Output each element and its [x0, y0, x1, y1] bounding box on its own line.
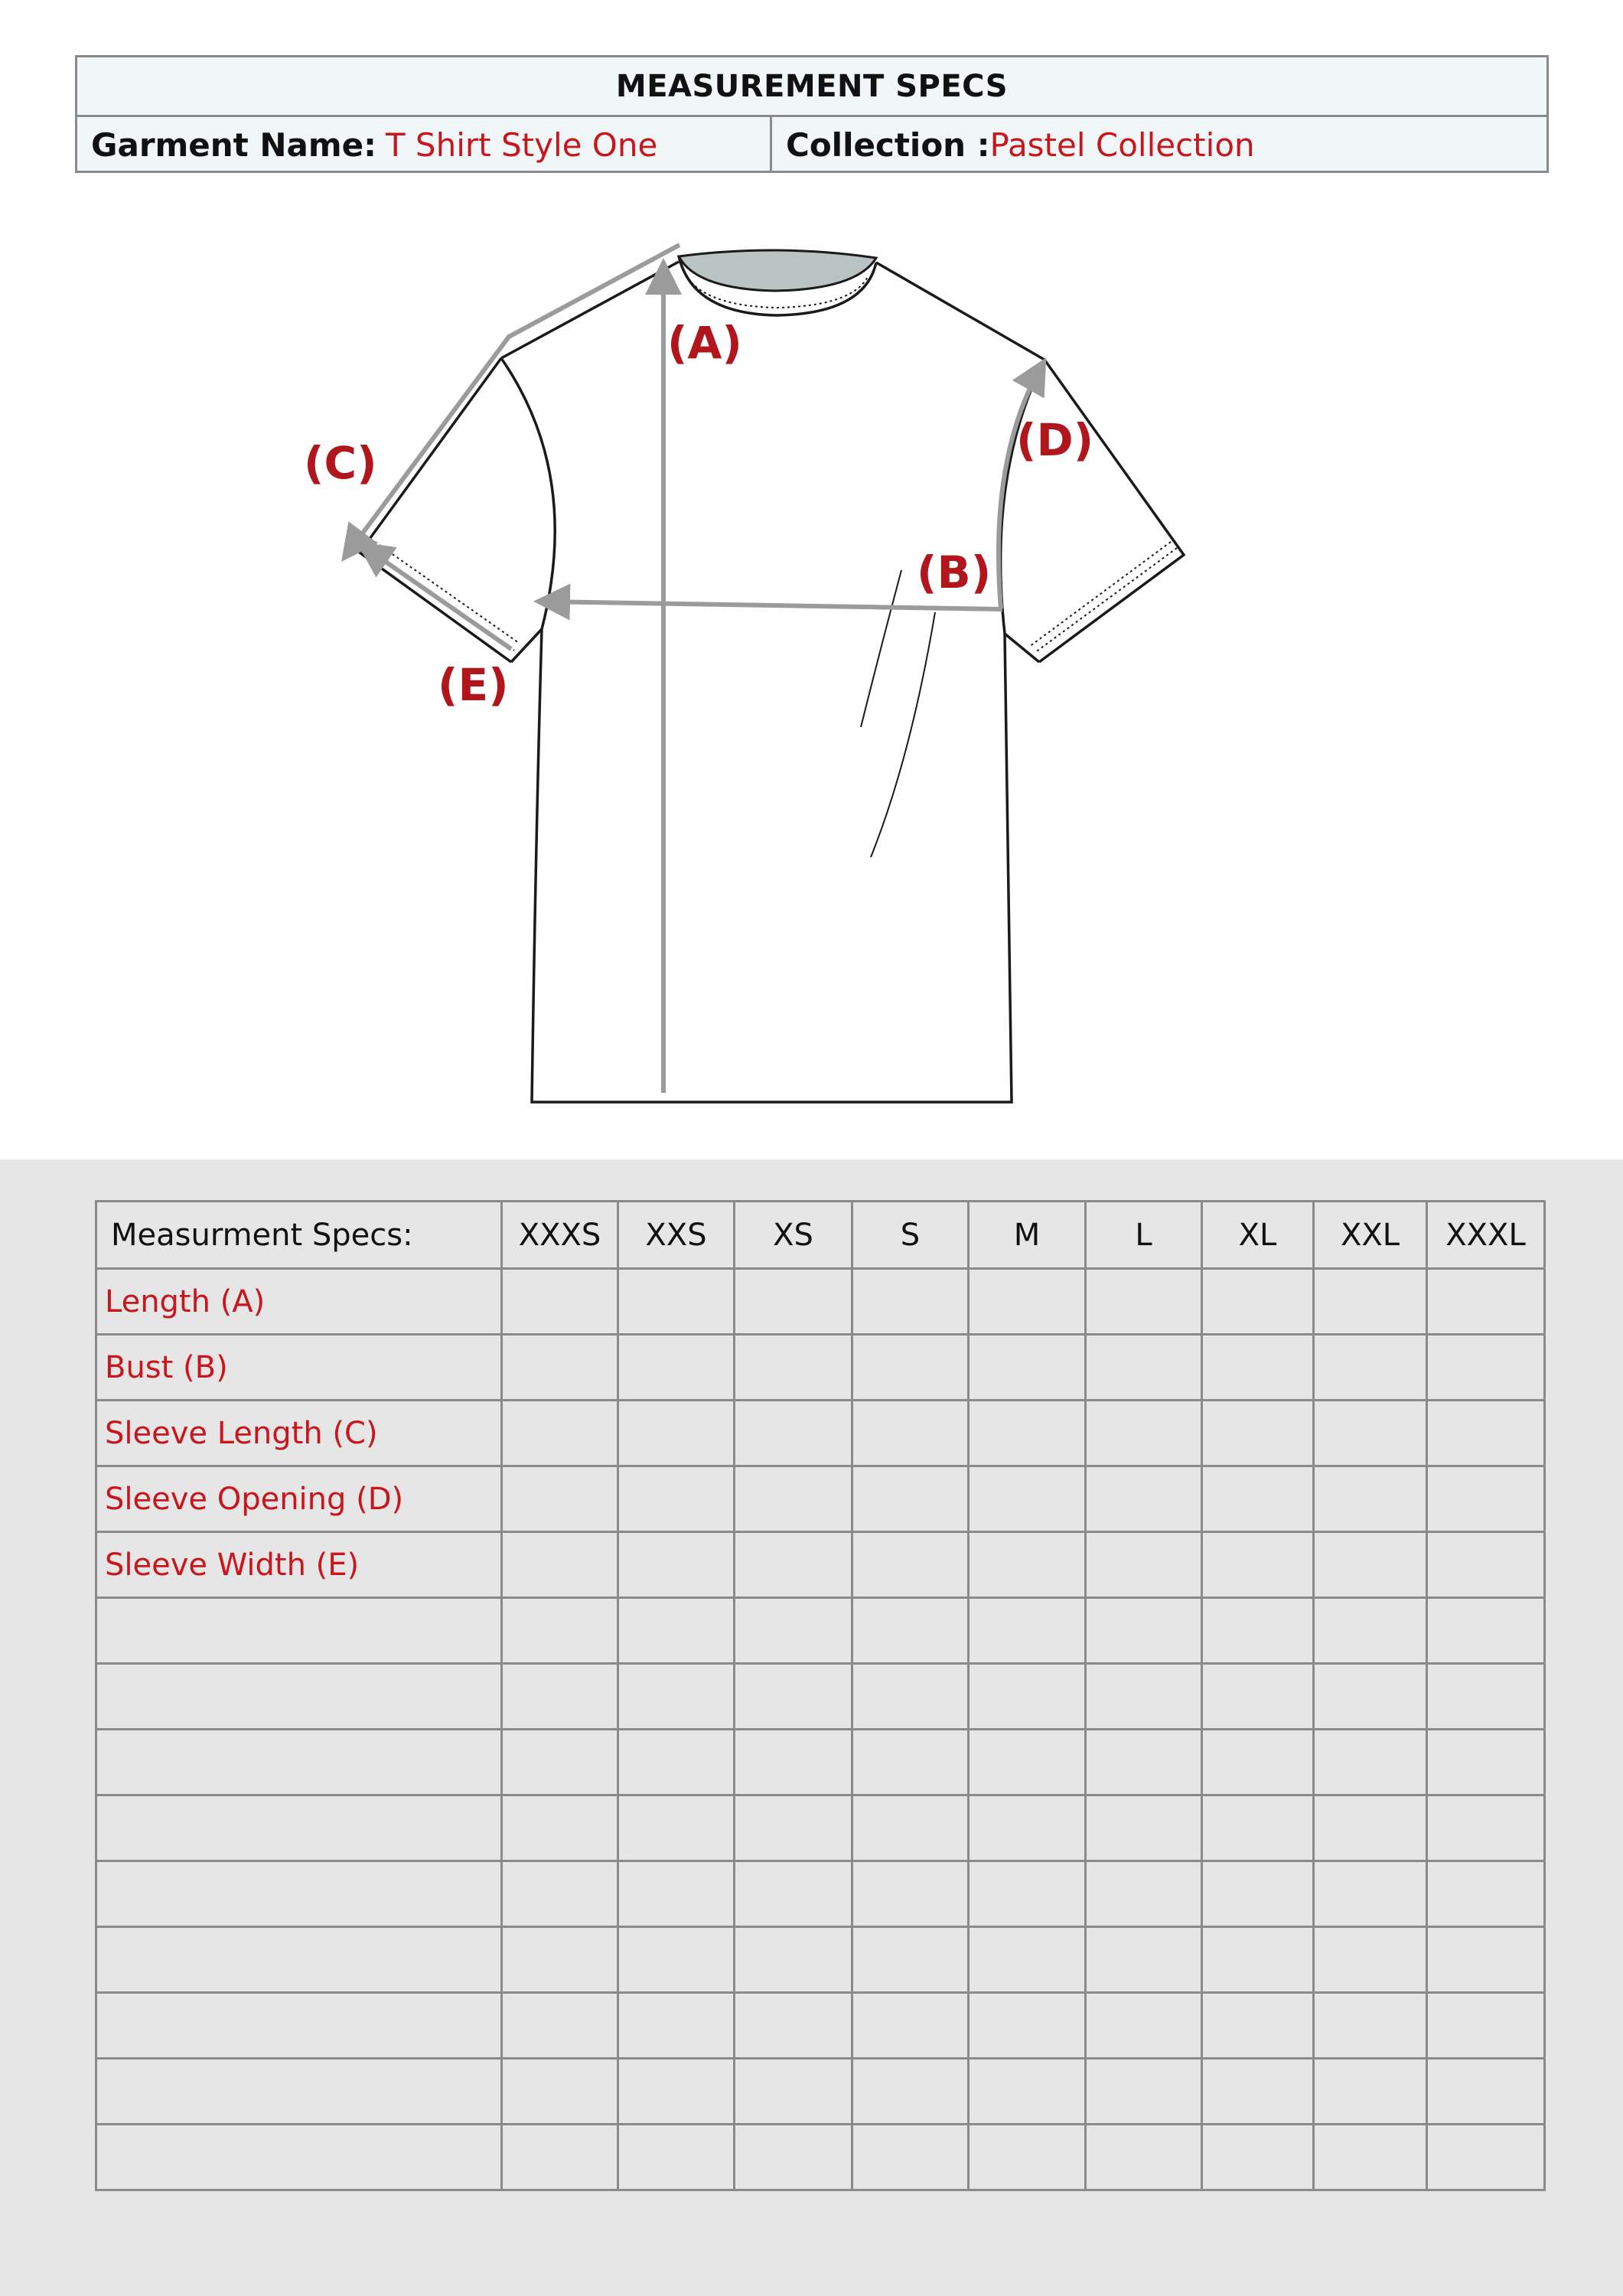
measurement-cell[interactable]	[502, 1598, 618, 1664]
measurement-cell[interactable]	[735, 2059, 852, 2125]
measurement-cell[interactable]	[735, 1795, 852, 1861]
table-row	[96, 1861, 1545, 1927]
measurement-cell[interactable]	[1427, 1466, 1545, 1532]
measurement-cell[interactable]	[1086, 1861, 1202, 1927]
arrow-sleeve-width-e	[366, 548, 511, 649]
measurement-cell[interactable]	[1314, 1730, 1427, 1795]
measurement-cell[interactable]	[618, 1795, 735, 1861]
table-row	[96, 1993, 1545, 2059]
measurement-cell[interactable]	[502, 1927, 618, 1993]
label-d: (D)	[1016, 414, 1094, 466]
table-row	[96, 2125, 1545, 2190]
measurement-cell[interactable]	[1086, 1927, 1202, 1993]
tshirt-diagram	[0, 184, 1623, 1148]
size-header: XXXS	[502, 1202, 618, 1269]
measurement-cell[interactable]	[1314, 1664, 1427, 1730]
measurement-cell[interactable]	[969, 2125, 1086, 2190]
measurement-cell[interactable]	[735, 1466, 852, 1532]
table-row	[96, 2059, 1545, 2125]
measurement-cell[interactable]	[735, 2125, 852, 2190]
measurement-cell[interactable]	[618, 2059, 735, 2125]
measurement-cell[interactable]	[1314, 1993, 1427, 2059]
row-label	[96, 1795, 502, 1861]
label-b: (B)	[917, 546, 992, 598]
measurement-cell[interactable]	[1314, 1269, 1427, 1335]
size-header: XXXL	[1427, 1202, 1545, 1269]
collection-value: Pastel Collection	[989, 126, 1255, 164]
measurement-cell[interactable]	[618, 1532, 735, 1598]
measurement-cell[interactable]	[1086, 1664, 1202, 1730]
measurement-cell[interactable]	[1202, 2125, 1314, 2190]
measurement-cell[interactable]	[502, 1664, 618, 1730]
collection-cell	[772, 117, 1546, 173]
measurement-cell[interactable]	[735, 1401, 852, 1466]
garment-name-label: Garment Name:	[91, 126, 376, 164]
measurement-cell[interactable]	[502, 1269, 618, 1335]
measurement-cell[interactable]	[502, 1335, 618, 1401]
measurement-cell[interactable]	[502, 1401, 618, 1466]
measurement-cell[interactable]	[852, 1401, 969, 1466]
label-e: (E)	[438, 659, 509, 711]
measurement-cell[interactable]	[1202, 1730, 1314, 1795]
arrow-bust-b	[545, 602, 1002, 609]
measurement-cell[interactable]	[1086, 1269, 1202, 1335]
measurement-cell[interactable]	[1427, 1993, 1545, 2059]
measurement-cell[interactable]	[852, 1466, 969, 1532]
measurement-cell[interactable]	[1427, 1927, 1545, 1993]
measurement-cell[interactable]	[502, 1730, 618, 1795]
measurement-cell[interactable]	[1086, 2125, 1202, 2190]
table-row	[96, 1401, 1545, 1466]
collection-label: Collection :	[786, 126, 990, 164]
measurement-cell[interactable]	[852, 2059, 969, 2125]
measurement-cell[interactable]	[1202, 1335, 1314, 1401]
measurement-cell[interactable]	[618, 1401, 735, 1466]
row-label	[96, 1664, 502, 1730]
measurement-cell[interactable]	[1086, 1730, 1202, 1795]
measurement-cell[interactable]	[618, 1335, 735, 1401]
measurement-cell[interactable]	[1202, 1993, 1314, 2059]
measurement-cell[interactable]	[969, 1598, 1086, 1664]
table-row	[96, 1269, 1545, 1335]
measurement-cell[interactable]	[735, 1664, 852, 1730]
size-header: S	[852, 1202, 969, 1269]
measurement-cell[interactable]	[735, 1861, 852, 1927]
size-header: XL	[1202, 1202, 1314, 1269]
measurement-table	[95, 1200, 1546, 2191]
table-row	[96, 1927, 1545, 1993]
size-header: XXS	[618, 1202, 735, 1269]
measurement-cell[interactable]	[852, 1861, 969, 1927]
measurement-cell[interactable]	[1427, 1532, 1545, 1598]
measurement-cell[interactable]	[1314, 1598, 1427, 1664]
table-row	[96, 1532, 1545, 1598]
measurement-cell[interactable]	[618, 1993, 735, 2059]
measurement-cell[interactable]	[852, 1532, 969, 1598]
measurement-cell[interactable]	[969, 1861, 1086, 1927]
measurement-cell[interactable]	[618, 1466, 735, 1532]
table-header-row	[96, 1202, 1545, 1269]
row-label: Sleeve Opening (D)	[96, 1466, 502, 1532]
measurement-cell[interactable]	[618, 1269, 735, 1335]
measurement-cell[interactable]	[1427, 1269, 1545, 1335]
measurement-cell[interactable]	[1086, 1598, 1202, 1664]
measurement-cell[interactable]	[969, 1532, 1086, 1598]
measurement-cell[interactable]	[1314, 2059, 1427, 2125]
measurement-cell[interactable]	[1314, 1335, 1427, 1401]
measurement-cell[interactable]	[502, 2059, 618, 2125]
measurement-cell[interactable]	[735, 1730, 852, 1795]
measurement-cell[interactable]	[1202, 1269, 1314, 1335]
measurement-cell[interactable]	[1427, 1664, 1545, 1730]
measurement-cell[interactable]	[969, 1466, 1086, 1532]
measurement-cell[interactable]	[1427, 2059, 1545, 2125]
row-label	[96, 2059, 502, 2125]
row-label: Bust (B)	[96, 1335, 502, 1401]
measurement-cell[interactable]	[969, 1730, 1086, 1795]
measurement-cell[interactable]	[1086, 1993, 1202, 2059]
measurement-cell[interactable]	[852, 1993, 969, 2059]
measurement-cell[interactable]	[1314, 1927, 1427, 1993]
garment-name-value: T Shirt Style One	[385, 126, 658, 164]
measurement-cell[interactable]	[1314, 1532, 1427, 1598]
measurement-cell[interactable]	[1086, 1532, 1202, 1598]
measurement-cell[interactable]	[1086, 1795, 1202, 1861]
header-info-row	[77, 117, 1546, 173]
table-row	[96, 1598, 1545, 1664]
measurement-cell[interactable]	[735, 1927, 852, 1993]
measurement-cell[interactable]	[852, 1795, 969, 1861]
measurement-cell[interactable]	[502, 1993, 618, 2059]
table-row	[96, 1664, 1545, 1730]
measurement-labels	[304, 317, 1093, 711]
table-row	[96, 1795, 1545, 1861]
measurement-cell[interactable]	[1202, 2059, 1314, 2125]
measurement-cell[interactable]	[852, 1269, 969, 1335]
arrow-sleeve-opening-d	[999, 367, 1041, 608]
measurement-cell[interactable]	[969, 1664, 1086, 1730]
measurement-cell[interactable]	[1427, 1730, 1545, 1795]
measurement-cell[interactable]	[735, 1532, 852, 1598]
table-row	[96, 1730, 1545, 1795]
measurement-cell[interactable]	[735, 1598, 852, 1664]
table-row	[96, 1335, 1545, 1401]
size-header: M	[969, 1202, 1086, 1269]
measurement-cell[interactable]	[1427, 1401, 1545, 1466]
arrow-sleeve-length-c	[348, 245, 680, 553]
measurement-cell[interactable]	[1086, 2059, 1202, 2125]
measurement-cell[interactable]	[1314, 1401, 1427, 1466]
measurement-cell[interactable]	[618, 2125, 735, 2190]
header-title: MEASUREMENT SPECS	[77, 57, 1546, 117]
measurement-cell[interactable]	[969, 1335, 1086, 1401]
measurement-cell[interactable]	[969, 1927, 1086, 1993]
measurement-cell[interactable]	[1086, 1466, 1202, 1532]
measurement-cell[interactable]	[969, 2059, 1086, 2125]
measurement-cell[interactable]	[618, 1927, 735, 1993]
measurement-cell[interactable]	[969, 1795, 1086, 1861]
row-label: Length (A)	[96, 1269, 502, 1335]
measurement-cell[interactable]	[852, 1335, 969, 1401]
label-a: (A)	[667, 317, 742, 369]
measurement-cell[interactable]	[502, 2125, 618, 2190]
measurement-cell[interactable]	[1314, 1466, 1427, 1532]
size-header: L	[1086, 1202, 1202, 1269]
measurement-cell[interactable]	[1202, 1795, 1314, 1861]
measurement-cell[interactable]	[1086, 1401, 1202, 1466]
measurement-cell[interactable]	[618, 1730, 735, 1795]
measurement-cell[interactable]	[618, 1598, 735, 1664]
garment-name-cell	[77, 117, 772, 173]
measurement-cell[interactable]	[969, 1269, 1086, 1335]
measurement-cell[interactable]	[1202, 1598, 1314, 1664]
measurement-cell[interactable]	[502, 1466, 618, 1532]
measurement-cell[interactable]	[618, 1861, 735, 1927]
row-label	[96, 1927, 502, 1993]
row-label: Sleeve Length (C)	[96, 1401, 502, 1466]
row-label	[96, 1993, 502, 2059]
size-header: XXL	[1314, 1202, 1427, 1269]
row-label	[96, 1598, 502, 1664]
measurement-cell[interactable]	[1202, 1861, 1314, 1927]
spec-header	[75, 55, 1549, 173]
measurement-cell[interactable]	[502, 1532, 618, 1598]
measurement-cell[interactable]	[1314, 2125, 1427, 2190]
measurement-cell[interactable]	[852, 2125, 969, 2190]
measurement-cell[interactable]	[969, 1993, 1086, 2059]
measurement-cell[interactable]	[618, 1664, 735, 1730]
row-label: Sleeve Width (E)	[96, 1532, 502, 1598]
measurement-cell[interactable]	[1427, 1795, 1545, 1861]
measurement-cell[interactable]	[1202, 1401, 1314, 1466]
table-corner-label: Measurment Specs:	[96, 1202, 502, 1269]
measurement-cell[interactable]	[1314, 1861, 1427, 1927]
measurement-cell[interactable]	[969, 1401, 1086, 1466]
measurement-cell[interactable]	[1427, 1598, 1545, 1664]
measurement-cell[interactable]	[502, 1795, 618, 1861]
label-c: (C)	[304, 437, 377, 489]
measurement-cell[interactable]	[852, 1927, 969, 1993]
measurement-cell[interactable]	[852, 1598, 969, 1664]
measurement-cell[interactable]	[1314, 1795, 1427, 1861]
measurement-cell[interactable]	[502, 1861, 618, 1927]
size-header: XS	[735, 1202, 852, 1269]
measurement-cell[interactable]	[1202, 1466, 1314, 1532]
measurement-cell[interactable]	[735, 1335, 852, 1401]
measurement-cell[interactable]	[1086, 1335, 1202, 1401]
row-label	[96, 1861, 502, 1927]
measurement-cell[interactable]	[852, 1664, 969, 1730]
row-label	[96, 2125, 502, 2190]
measurement-cell[interactable]	[1427, 2125, 1545, 2190]
measurement-cell[interactable]	[735, 1269, 852, 1335]
table-row	[96, 1466, 1545, 1532]
measurement-cell[interactable]	[1202, 1927, 1314, 1993]
measurement-cell[interactable]	[735, 1993, 852, 2059]
measurement-cell[interactable]	[1427, 1335, 1545, 1401]
measurement-cell[interactable]	[1202, 1664, 1314, 1730]
measurement-cell[interactable]	[1202, 1532, 1314, 1598]
measurement-cell[interactable]	[1427, 1861, 1545, 1927]
row-label	[96, 1730, 502, 1795]
measurement-cell[interactable]	[852, 1730, 969, 1795]
